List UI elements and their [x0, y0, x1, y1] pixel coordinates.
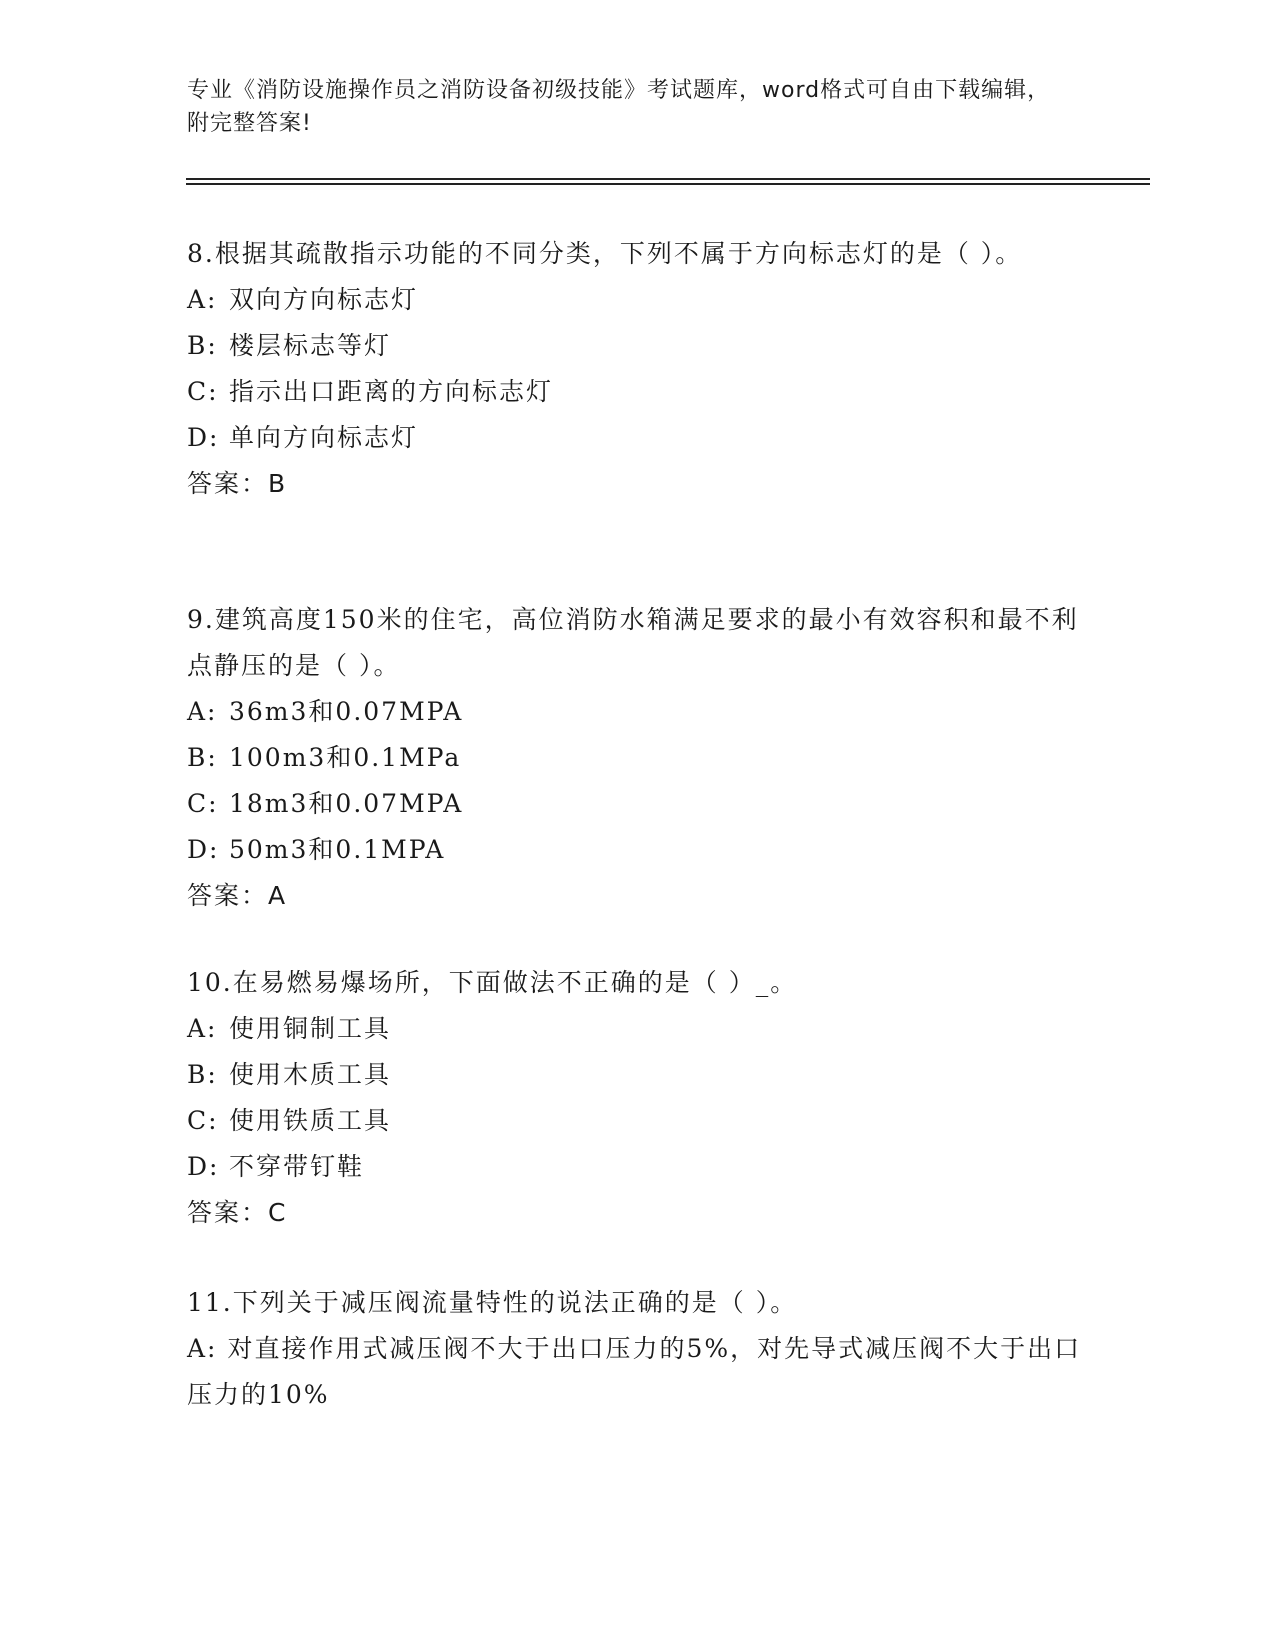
answer-label: 答案：B [187, 469, 288, 498]
option-key: D: [187, 835, 220, 864]
answer-label: 答案：C [187, 1198, 288, 1227]
question-11 [187, 1280, 1087, 1418]
option-b [187, 1052, 1087, 1098]
option-c [187, 1098, 1087, 1144]
option-c [187, 369, 1087, 415]
question-8 [187, 231, 1087, 507]
option-a [187, 689, 1087, 735]
question-stem: 8.根据其疏散指示功能的不同分类，下列不属于方向标志灯的是（ ）。 [187, 239, 1023, 268]
question-10 [187, 960, 1087, 1236]
answer-label: 答案：A [187, 881, 288, 910]
option-text: 36m3和0.07MPA [229, 697, 464, 726]
option-key: A: [187, 285, 218, 314]
option-key: D: [187, 1152, 220, 1181]
option-key: B: [187, 1060, 218, 1089]
option-c [187, 781, 1087, 827]
option-text: 使用木质工具 [229, 1060, 392, 1089]
option-text: 100m3和0.1MPa [229, 743, 462, 772]
option-b [187, 735, 1087, 781]
header-divider-top [186, 178, 1150, 180]
option-text: 楼层标志等灯 [229, 331, 392, 360]
option-a [187, 1326, 1087, 1418]
option-text: 单向方向标志灯 [229, 423, 419, 452]
option-a [187, 277, 1087, 323]
option-text: 50m3和0.1MPA [229, 835, 446, 864]
document-header: 专业《消防设施操作员之消防设备初级技能》考试题库，word格式可自由下载编辑，附完整答案! [187, 78, 1051, 136]
option-text: 18m3和0.07MPA [229, 789, 464, 818]
header-divider-bottom [186, 183, 1150, 185]
option-key: D: [187, 423, 220, 452]
option-key: C: [187, 789, 219, 818]
option-key: C: [187, 1106, 219, 1135]
option-text: 对直接作用式减压阀不大于出口压力的5%，对先导式减压阀不大于出口压力的10% [187, 1334, 1082, 1409]
question-9 [187, 597, 1087, 919]
option-text: 指示出口距离的方向标志灯 [229, 377, 554, 406]
option-key: A: [187, 1014, 218, 1043]
option-text: 使用铁质工具 [229, 1106, 392, 1135]
option-key: A: [187, 1334, 218, 1363]
option-a [187, 1006, 1087, 1052]
option-d [187, 415, 1087, 461]
question-stem: 9.建筑高度150米的住宅，高位消防水箱满足要求的最小有效容积和最不利点静压的是（ ）。 [187, 605, 1079, 680]
option-text: 不穿带钉鞋 [229, 1152, 365, 1181]
option-b [187, 323, 1087, 369]
option-key: C: [187, 377, 219, 406]
question-stem: 10.在易燃易爆场所，下面做法不正确的是（ ）_。 [187, 968, 798, 997]
option-d [187, 827, 1087, 873]
option-text: 使用铜制工具 [229, 1014, 392, 1043]
option-key: A: [187, 697, 218, 726]
option-text: 双向方向标志灯 [229, 285, 419, 314]
option-d [187, 1144, 1087, 1190]
question-stem: 11.下列关于减压阀流量特性的说法正确的是（ ）。 [187, 1288, 798, 1317]
option-key: B: [187, 331, 218, 360]
option-key: B: [187, 743, 218, 772]
